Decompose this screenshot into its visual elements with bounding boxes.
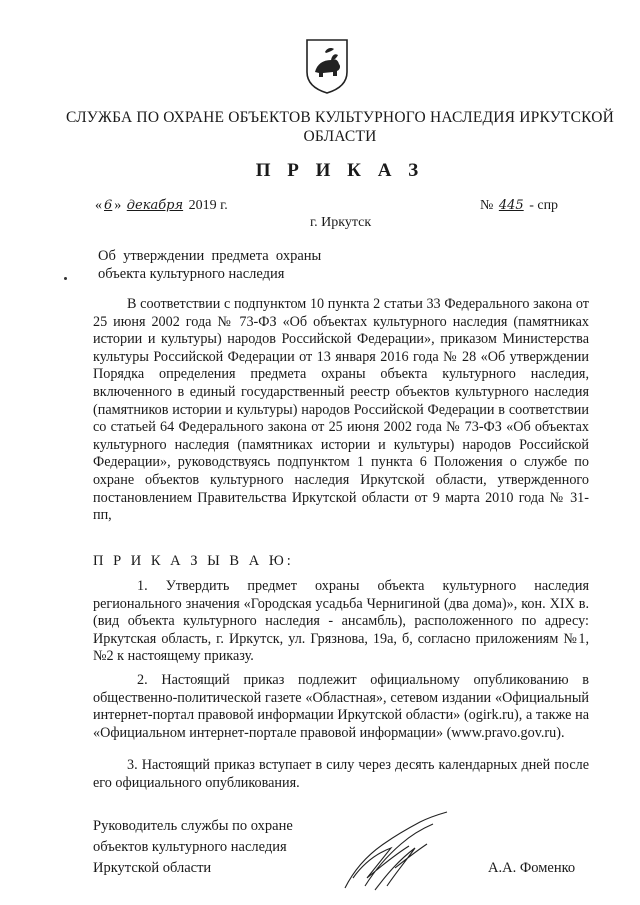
number-suffix: - спр [529,198,559,213]
margin-mark [64,277,67,280]
number-value: 445 [498,198,524,213]
date-quote-close: » [114,198,122,213]
signatory-title-line1: Руководитель службы по охране [93,818,293,834]
date-month: декабря [126,198,184,213]
orders-heading: П Р И К А З Ы В А Ю: [93,553,294,569]
date-year: 2019 г. [188,198,228,213]
order-number [480,198,558,214]
signatory-name: А.А. Фоменко [488,860,576,876]
signatory-title-line2: объектов культурного наследия [93,839,287,855]
signatory-title-line3: Иркутской области [93,860,212,876]
order-date [95,198,228,214]
number-sign: № [480,198,494,213]
coat-of-arms-icon [305,38,349,94]
order-item-3: 3. Настоящий приказ вступает в силу через десять календарных дней после его официального опубликования. [93,757,589,791]
handwritten-signature [335,808,455,898]
order-item-2: 2. Настоящий приказ подлежит официальному опубликованию в общественно-политической газете «Областная», сетевом издании «Официальный интернет-портал правовой информации Иркутской области» (ogirk.ru), а также на «Официальном интернет-портале правовой информации» (www.pravo.gov.ru). [93,672,589,741]
date-quote-open: « [95,198,102,213]
preamble-paragraph: В соответствии с подпунктом 10 пункта 2 статьи 33 Федерального закона от 25 июня 2002 года № 73-ФЗ «Об объектах культурного наследия (памятниках истории и культуры) народов Российской Федерации», приказом Министерства культуры Российской Федерации от 13 января 2016 года № 28 «Об утверждении Порядка определения предмета охраны объекта культурного наследия, включенного в единый государственный реестр объектов культурного наследия (памятников истории и культуры) народов Российской Федерации в соответствии со статьей 64 Федерального закона от 25 июня 2002 года № 73-ФЗ «Об объектах культурного наследия (памятниках истории и культуры) народов Российской Федерации», руководствуясь подпунктом 1 пункта 6 Положения о службе по охране объектов культурного наследия Иркутской области, утвержденного постановлением Правительства Иркутской области от 9 марта 2010 года № 31-пп, [93,296,589,524]
subject-line1: Об утверждении предмета охраны [98,248,322,264]
agency-name-line1: СЛУЖБА ПО ОХРАНЕ ОБЪЕКТОВ КУЛЬТУРНОГО НАСЛЕДИЯ ИРКУТСКОЙ [65,109,615,126]
signatory-title [93,816,293,879]
order-item-1: 1. Утвердить предмет охраны объекта культурного наследия регионального значения «Городская усадьба Чернигиной (два дома)», кон. XIX в. (вид объекта культурного наследия - ансамбль), расположенного по адресу: Иркутская область, г. Иркутск, ул. Грязнова, 19а, б, согласно приложениям №1, №2 к настоящему приказу. [93,578,589,665]
city: г. Иркутск [310,215,372,230]
agency-name-line2: ОБЛАСТИ [303,128,377,145]
order-subject [98,247,321,283]
subject-line2: объекта культурного наследия [98,266,285,282]
date-day: 6 [104,198,113,213]
agency-name [60,108,620,146]
document-title: П Р И К А З [255,160,425,181]
